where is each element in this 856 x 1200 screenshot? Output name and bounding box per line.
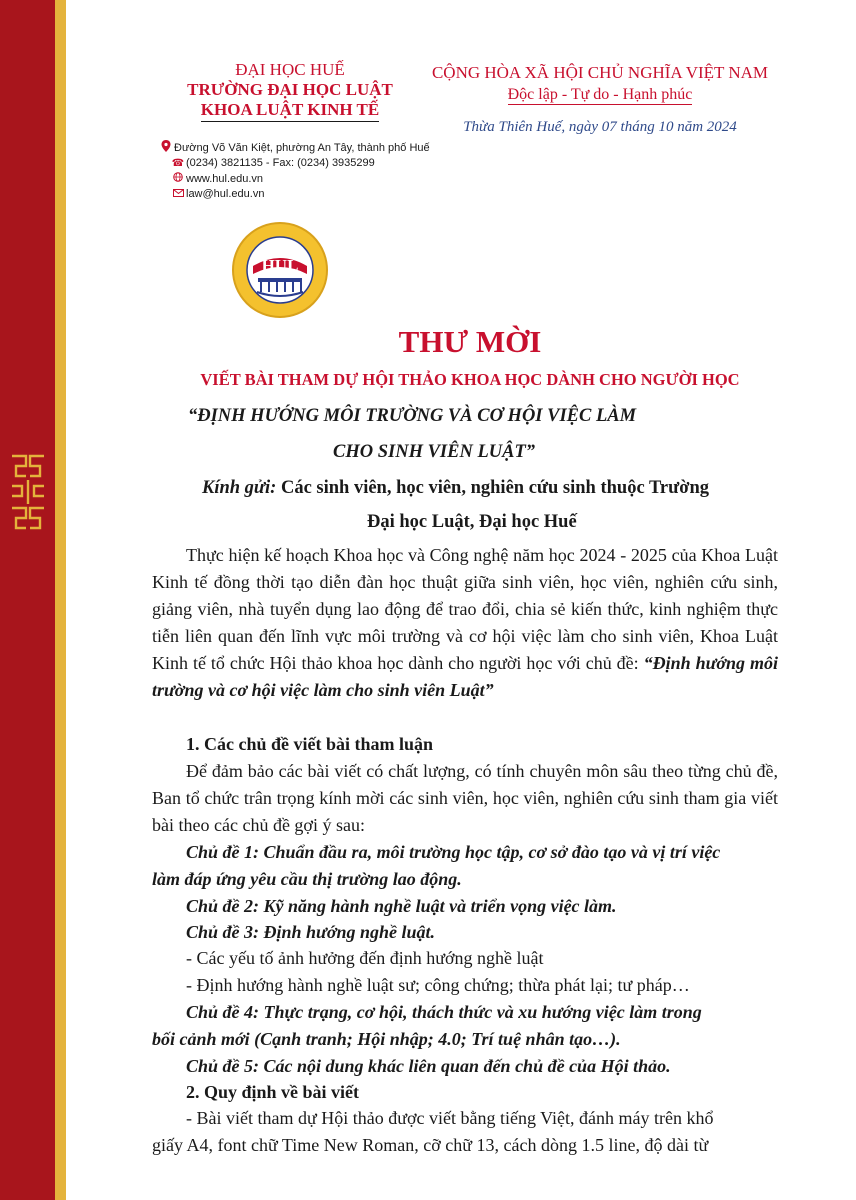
globe-icon: [170, 172, 186, 185]
email-link[interactable]: law@hul.edu.vn: [186, 188, 265, 201]
section1-heading: 1. Các chủ đề viết bài tham luận: [186, 734, 434, 754]
recipient-label: Kính gửi:: [202, 478, 277, 498]
topic1-line1: Chủ đề 1: Chuẩn đầu ra, môi trường học tập, cơ sở đào tạo và vị trí việc: [186, 842, 721, 862]
section2-line1: - Bài viết tham dự Hội thảo được viết bằng tiếng Việt, đánh máy trên khổ: [186, 1108, 714, 1128]
location-pin-icon: [158, 140, 174, 155]
intro-emphasis: “Định hướng môi trường và cơ hội việc làm cho sinh viên Luật”: [152, 653, 778, 700]
mail-icon: [170, 188, 186, 200]
institution-header: [160, 60, 420, 122]
topic1-line2: làm đáp ứng yêu cầu thị trường lao động.: [152, 869, 462, 889]
section2-heading: 2. Quy định về bài viết: [186, 1082, 360, 1102]
recipient-text: Các sinh viên, học viên, nghiên cứu sinh thuộc Trường: [276, 478, 710, 498]
recipient-line1: [202, 475, 709, 502]
letter-subtitle: VIẾT BÀI THAM DỰ HỘI THẢO KHOA HỌC DÀNH CHO NGƯỜI HỌC: [200, 370, 740, 389]
lattice-motif-icon: [8, 452, 48, 532]
country-motto-line: CỘNG HÒA XÃ HỘI CHỦ NGHĨA VIỆT NAM: [431, 63, 769, 82]
topic4-line2: bối cảnh mới (Cạnh tranh; Hội nhập; 4.0; Trí tuệ nhân tạo…).: [152, 1029, 621, 1049]
school-name: TRƯỜNG ĐẠI HỌC LUẬT: [187, 80, 393, 99]
topic3-bullet1: - Các yếu tố ảnh hưởng đến định hướng nghề luật: [186, 948, 544, 968]
logo-text: HUL: [261, 256, 299, 275]
address-text: Đường Võ Văn Kiệt, phường An Tây, thành phố Huế: [174, 141, 430, 154]
recipient-line2: Đại học Luật, Đại học Huế: [367, 512, 577, 532]
conference-topic-line2: CHO SINH VIÊN LUẬT”: [333, 442, 535, 462]
section2-line2: giấy A4, font chữ Time New Roman, cỡ chữ 13, cách dòng 1.5 line, độ dài từ: [152, 1135, 709, 1155]
intro-paragraph: [152, 542, 778, 704]
topic5: Chủ đề 5: Các nội dung khác liên quan đến chủ đề của Hội thảo.: [186, 1056, 671, 1076]
website-link[interactable]: www.hul.edu.vn: [186, 172, 264, 185]
contact-info: [170, 140, 430, 202]
letter-title-block: [120, 322, 820, 392]
topic4-line1: Chủ đề 4: Thực trạng, cơ hội, thách thức và xu hướng việc làm trong: [186, 1002, 702, 1022]
national-header: [420, 62, 780, 138]
intro-text: Thực hiện kế hoạch Khoa học và Công nghệ năm học 2024 - 2025 của Khoa Luật Kinh tế đồng thời tạo diễn đàn học thuật giữa sinh viên, học viên, nghiên cứu sinh, giảng viên, nhà tuyển dụng lao động để trao đổi, chia sẻ kiến thức, kinh nghiệm thực tiễn liên quan đến lĩnh vực môi trường và cơ hội việc làm cho sinh viên, Khoa Luật Kinh tế tổ chức Hội thảo khoa học dành cho người học với chủ đề:: [152, 545, 778, 673]
date-line: Thừa Thiên Huế, ngày 07 tháng 10 năm 2024: [463, 119, 737, 135]
topic3-bullet2: - Định hướng hành nghề luật sư; công chứng; thừa phát lại; tư pháp…: [186, 975, 690, 995]
national-motto: Độc lập - Tự do - Hạnh phúc: [507, 86, 693, 103]
letter-title: THƯ MỜI: [398, 324, 542, 359]
faculty-name: KHOA LUẬT KINH TẾ: [201, 100, 379, 122]
gold-stripe: [55, 0, 66, 1200]
decorative-sidebar: [0, 0, 55, 1200]
conference-topic-line1: “ĐỊNH HƯỚNG MÔI TRƯỜNG VÀ CƠ HỘI VIỆC LÀM: [188, 406, 637, 426]
section1-intro: Để đảm bảo các bài viết có chất lượng, có tính chuyên môn sâu theo từng chủ đề, Ban tổ chức trân trọng kính mời các sinh viên, học viên, nghiên cứu sinh tham gia viết bài theo các chủ đề gợi ý sau:: [152, 761, 778, 835]
topic2: Chủ đề 2: Kỹ năng hành nghề luật và triển vọng việc làm.: [186, 896, 617, 916]
university-name: ĐẠI HỌC HUẾ: [235, 60, 345, 79]
university-logo: [231, 220, 329, 320]
topic3: Chủ đề 3: Định hướng nghề luật.: [186, 922, 436, 942]
phone-text: (0234) 3821135 - Fax: (0234) 3935299: [186, 157, 375, 170]
phone-icon: ☎: [171, 157, 185, 169]
